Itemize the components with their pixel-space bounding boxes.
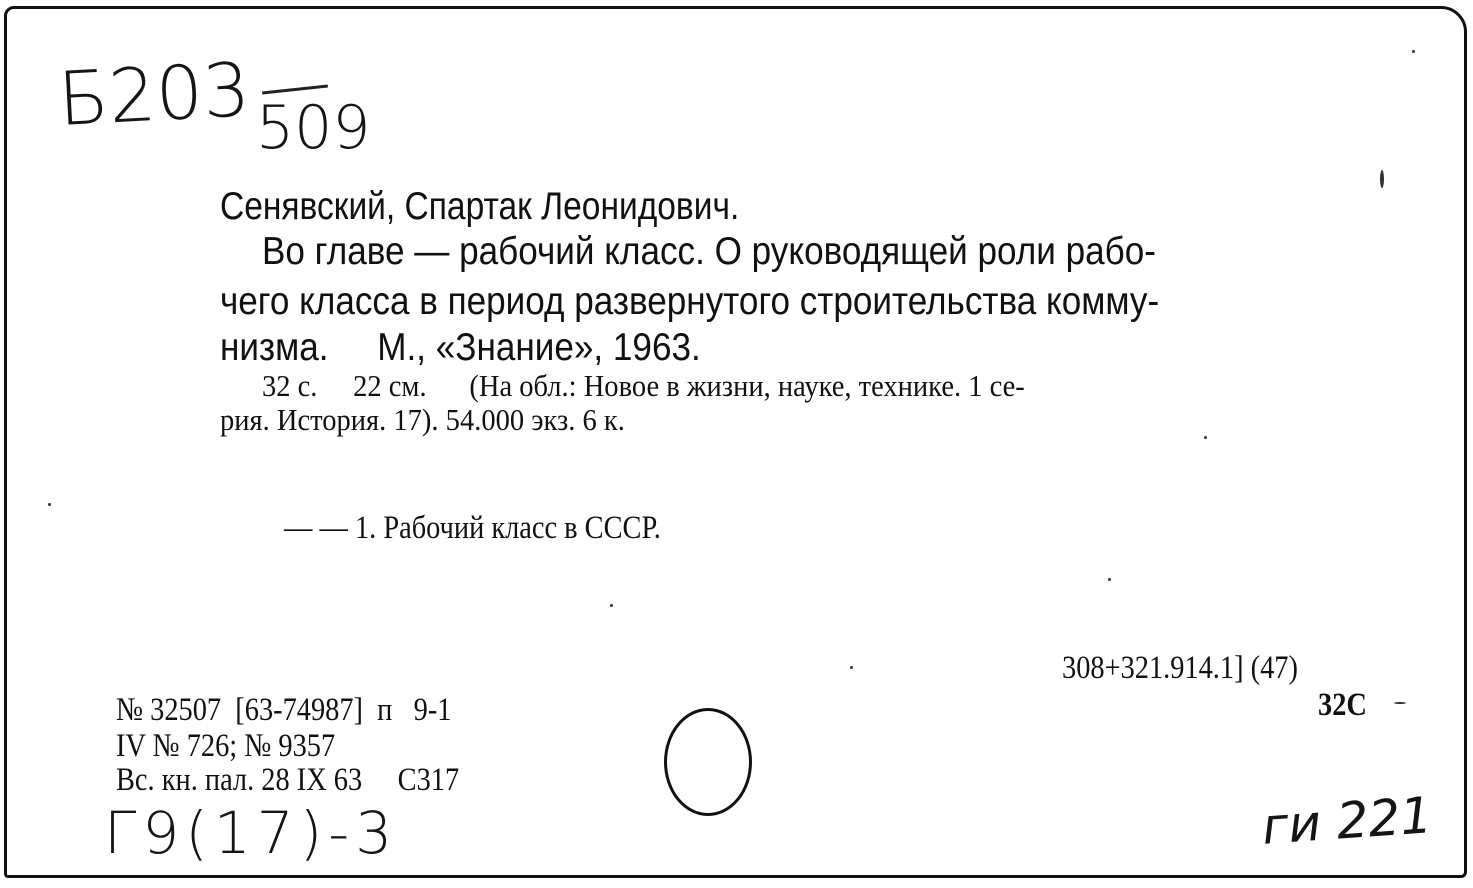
scan-speck: [1204, 436, 1207, 439]
scan-speck: [1108, 578, 1111, 581]
scan-speck: [850, 666, 853, 669]
record-line-3: Вс. кн. пал. 28 IX 63 С317: [116, 762, 460, 798]
scan-speck: [610, 604, 613, 607]
description-line-2: рия. История. 17). 54.000 экз. 6 к.: [220, 402, 625, 437]
title-line-3: низма. М., «Знание», 1963.: [220, 326, 701, 369]
bbk-code: 32С: [1318, 687, 1367, 723]
description-line-1: 32 с. 22 см. (На обл.: Новое в жизни, науке, технике. 1 се-: [262, 368, 1025, 403]
subject-heading: — — 1. Рабочий класс в СССР.: [284, 510, 661, 546]
title-line-2: чего класса в период развернутого строительства комму-: [220, 280, 1160, 323]
title-line-1: Во главе — рабочий класс. О руководящей роли рабо-: [262, 230, 1156, 273]
handwritten-call-number: Б203: [55, 47, 253, 143]
handwritten-call-number-sub: 509: [256, 93, 371, 163]
stamp-oval: [664, 708, 752, 816]
scan-speck: [1412, 50, 1415, 53]
handwritten-inventory: ги 221: [1260, 786, 1434, 856]
udc-code: 308+321.914.1] (47): [1062, 650, 1298, 686]
scan-speck: [48, 503, 51, 506]
scan-speck: [1394, 702, 1406, 704]
scan-speck: [1380, 170, 1384, 188]
record-line-1: № 32507 [63-74987] п 9-1: [116, 692, 452, 728]
author-heading: Сенявский, Спартак Леонидович.: [220, 185, 740, 228]
record-line-2: IV № 726; № 9357: [116, 728, 336, 764]
handwritten-classification: Г9(17)-3: [104, 799, 399, 867]
